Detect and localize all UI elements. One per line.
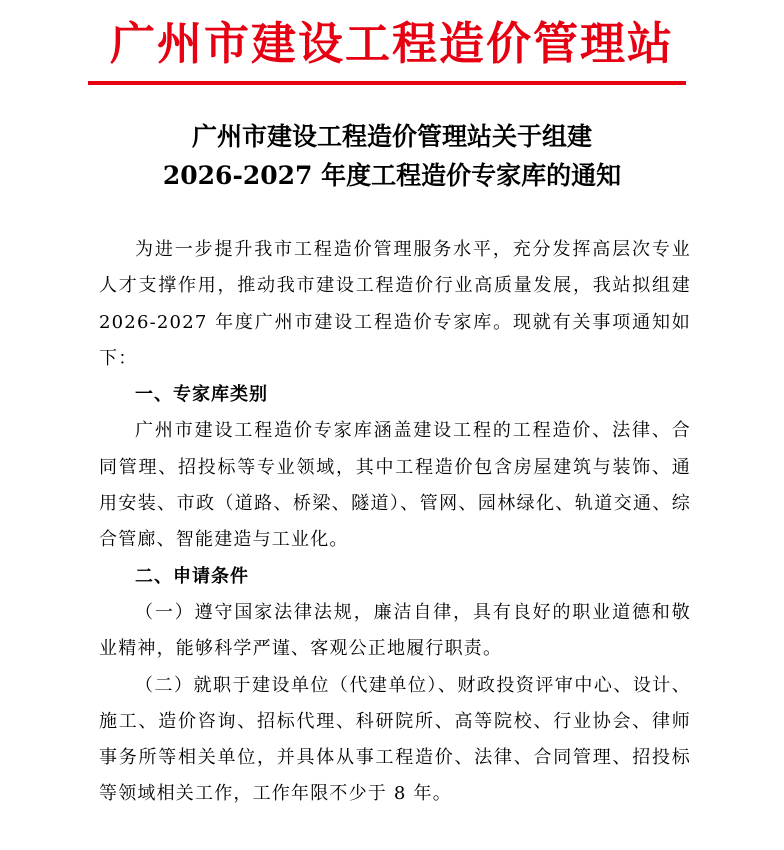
red-divider [88,81,686,85]
section1-heading: 一、专家库类别 [135,384,268,406]
document-title-line1: 广州市建设工程造价管理站关于组建 [191,122,592,151]
intro-paragraph: 为进一步提升我市工程造价管理服务水平，充分发挥高层次专业人才支撑作用，推动我市建设工程造价行业高质量发展，我站拟组建 2026-2027 年度广州市建设工程造价专家库。现就有关事项通知如下： [99,239,691,369]
document-body [99,232,691,813]
condition1-paragraph: （一）遵守国家法律法规，廉洁自律，具有良好的职业道德和敬业精神，能够科学严谨、客观公正地履行职责。 [99,601,691,660]
condition2-paragraph: （二）就职于建设单位（代建单位）、财政投资评审中心、设计、施工、造价咨询、招标代理、科研院所、高等院校、行业协会、律师事务所等相关单位，并具体从事工程造价、法律、合同管理、招投标等领域相关工作，工作年限不少于 8 年。 [99,674,691,805]
section1-paragraph: 广州市建设工程造价专家库涵盖建设工程的工程造价、法律、合同管理、招投标等专业领域，其中工程造价包含房屋建筑与装饰、通用安装、市政（道路、桥梁、隧道）、管网、园林绿化、轨道交通、综合管廊、智能建造与工业化。 [99,420,691,551]
section2-heading: 二、申请条件 [135,565,249,587]
document-title-line2: 2026-2027 年度工程造价专家库的通知 [162,161,622,190]
org-masthead: 广州市建设工程造价管理站 [109,17,674,70]
